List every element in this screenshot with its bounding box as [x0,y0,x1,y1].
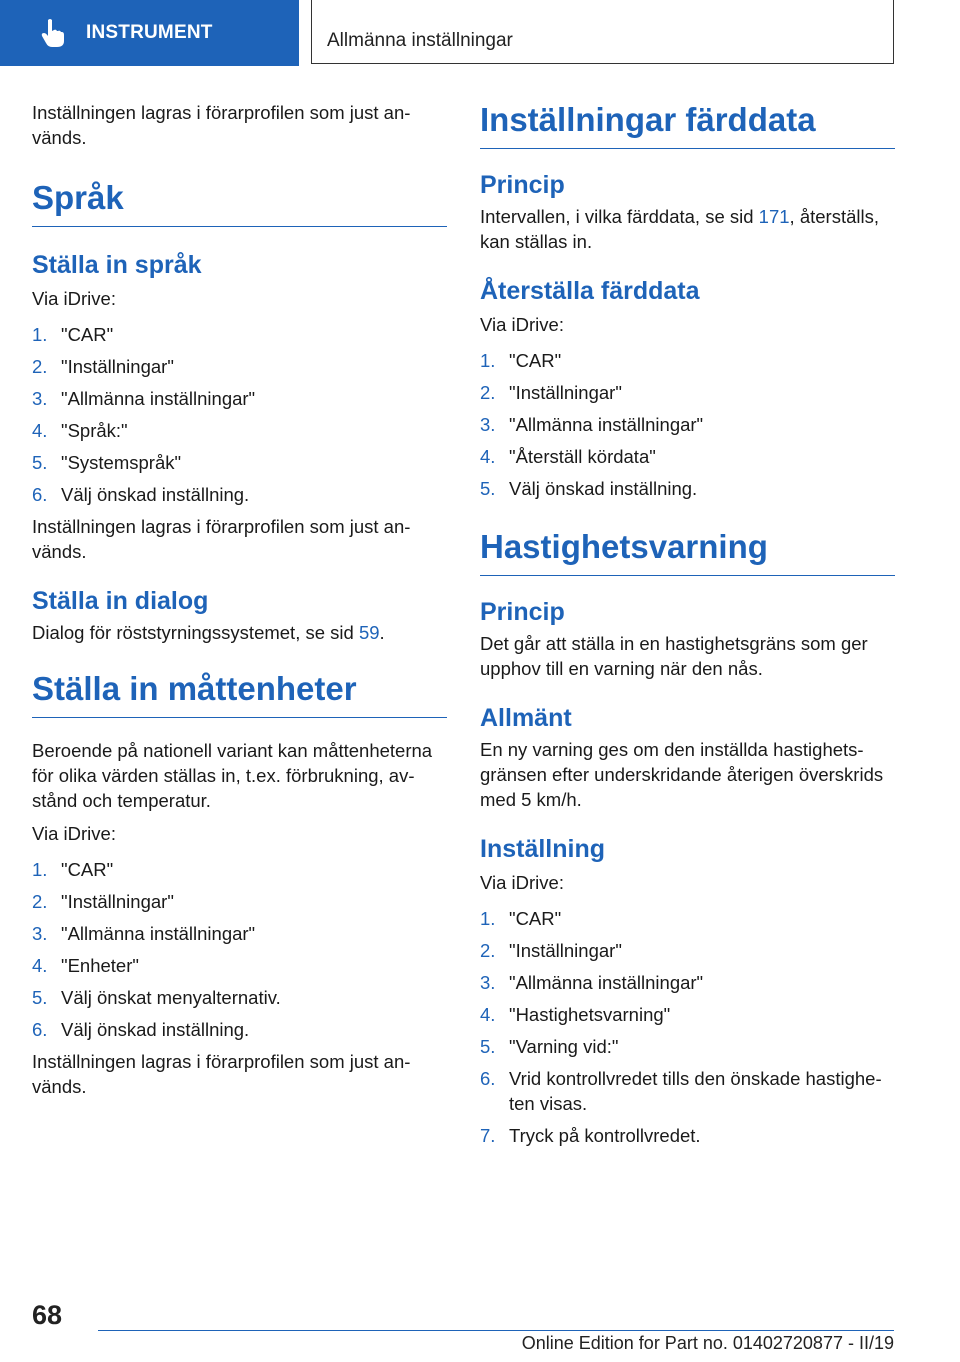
list-item: 1. "CAR" [32,859,114,880]
edition-text: Online Edition for Part no. 01402720877 - II/19 [521,1333,894,1353]
via-idrive-label: Via iDrive: [32,823,116,844]
speed-steps [480,906,895,1148]
page-link-171[interactable]: 171 [758,206,790,227]
list-item: 5. "Varning vid:" [480,1036,619,1057]
heading-sprak: Språk [32,178,447,227]
heading-mattenheter: Ställa in måttenheter [32,669,447,718]
profile-note: Inställningen lagras i förarprofilen som just an‐vänds. [32,516,411,562]
list-item: 4. "Återställ kördata" [480,446,656,467]
list-item: 1. "CAR" [480,908,562,929]
via-idrive-label: Via iDrive: [32,288,116,309]
profile-note: Inställningen lagras i förarprofilen som just an‐vänds. [32,1051,411,1097]
list-item: 1. "CAR" [480,350,562,371]
list-item: 6. Välj önskad inställning. [32,1019,250,1040]
heading-installningar-farddata: Inställningar färddata [480,100,895,149]
left-column [32,100,447,1099]
chapter-label: INSTRUMENT [86,22,213,43]
trip-principle-text: Intervallen, i vilka färddata, se sid 171, återställs, kan ställas in. [480,206,879,252]
heading-stalla-in-sprak: Ställa in språk [32,251,202,279]
list-item: 2. "Inställningar" [480,382,622,403]
list-item: 4. "Språk:" [32,420,128,441]
units-steps [32,857,447,1042]
heading-installning: Inställning [480,835,605,863]
intro-note: Inställningen lagras i förarprofilen som just an‐vänds. [32,102,411,148]
list-item: 2. "Inställningar" [480,940,622,961]
list-item: 3. "Allmänna inställningar" [32,388,256,409]
list-item: 6. Välj önskad inställning. [32,484,250,505]
speed-general-text: En ny varning ges om den inställda hastighets‐gränsen efter underskridande återigen överskrids med 5 km/h. [480,739,884,810]
page-number: 68 [32,1300,63,1330]
sprak-steps [32,322,447,507]
list-item: 7. Tryck på kontrollvredet. [480,1125,701,1146]
heading-hastighetsvarning: Hastighetsvarning [480,527,895,576]
heading-aterstalla-farddata: Återställa färddata [480,277,700,305]
dialog-text: Dialog för röststyrningssystemet, se sid 59. [32,622,385,643]
list-item: 4. "Hastighetsvarning" [480,1004,671,1025]
section-header [311,0,894,64]
page-link-59[interactable]: 59 [358,622,380,643]
via-idrive-label: Via iDrive: [480,314,564,335]
right-column [480,100,895,1155]
footer-divider [98,1330,894,1331]
list-item: 5. "Systemspråk" [32,452,182,473]
heading-princip: Princip [480,598,565,626]
pointing-hand-icon [40,18,66,48]
speed-principle-text: Det går att ställa in en hastighetsgräns som ger upphov till en varning när den nås. [480,633,868,679]
list-item: 1. "CAR" [32,324,114,345]
section-title: Allmänna inställningar [327,30,513,51]
heading-princip: Princip [480,171,565,199]
list-item: 3. "Allmänna inställningar" [480,414,704,435]
units-text: Beroende på nationell variant kan måttenheterna för olika värden ställas in, t.ex. förbrukning, av‐stånd och temperatur. [32,740,433,811]
heading-allmant: Allmänt [480,704,572,732]
chapter-tab[interactable] [0,0,299,66]
list-item: 4. "Enheter" [32,955,139,976]
via-idrive-label: Via iDrive: [480,872,564,893]
heading-stalla-in-dialog: Ställa in dialog [32,587,209,615]
list-item: 3. "Allmänna inställningar" [480,972,704,993]
list-item: 2. "Inställningar" [32,891,174,912]
list-item: 5. Välj önskad inställning. [480,478,698,499]
trip-steps [480,348,895,501]
list-item: 5. Välj önskat menyalternativ. [32,987,281,1008]
list-item: 2. "Inställningar" [32,356,174,377]
list-item: 3. "Allmänna inställningar" [32,923,256,944]
list-item: 6. Vrid kontrollvredet tills den önskade hastighe‐ten visas. [480,1068,882,1114]
